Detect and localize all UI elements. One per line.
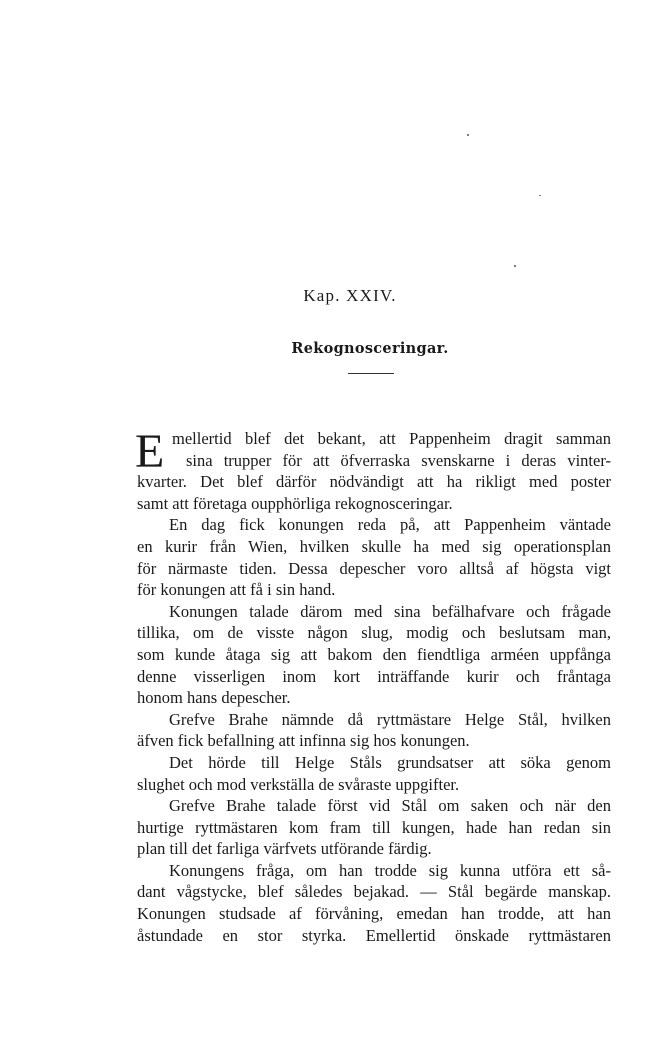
chapter-divider [348,373,394,374]
text-line: denne visserligen inom kort inträffande kurir och fråntaga [137,666,611,686]
text-line: En dag fick konungen reda på, att Pappenheim väntade [169,515,611,535]
text-line: hurtige ryttmästaren kom fram till kungen, hade han redan sin [137,817,611,837]
text-line: Det hörde till Helge Ståls grundsatser att söka genom [169,752,611,772]
ink-speck [514,265,516,267]
chapter-title: Rekognosceringar. [291,340,449,357]
text-line: mellertid blef det bekant, att Pappenheim dragit samman [172,429,611,448]
text-line: för närmaste tiden. Dessa depescher voro alltså af högsta vigt [137,558,611,578]
text-line: slughet och mod verkställa de svåraste uppgifter. [137,774,460,794]
ink-speck [467,134,469,136]
chapter-body [135,425,611,946]
text-line: Konungen studsade af förvåning, emedan han trodde, att han [137,904,611,924]
text-line: för konungen att få i sin hand. [137,580,336,600]
ink-speck [539,195,541,196]
text-line: kvarter. Det blef därför nödvändigt att ha rikligt med poster [137,472,611,492]
text-line: en kurir från Wien, hvilken skulle ha med sig operationsplan [137,536,611,556]
text-line: Konungens fråga, om han trodde sig kunna utföra ett så- [169,860,611,880]
text-line: tillika, om de visste någon slug, modig och beslutsam man, [137,623,611,643]
text-line: samt att företaga oupphörliga rekognosceringar. [137,493,453,513]
text-line: Konungen talade därom med sina befälhafvare och frågade [169,601,611,621]
text-line: honom hans depescher. [137,688,291,708]
text-line: som kunde åtaga sig att bakom den fiendtliga arméen uppfånga [137,644,611,664]
text-line: Grefve Brahe nämnde då ryttmästare Helge Stål, hvilken [169,709,611,729]
text-line: dant vågstycke, blef således bejakad. — Stål begärde manskap. [137,882,611,902]
text-line: sina trupper för att öfverraska svenskarne i deras vinter- [186,450,611,470]
chapter-number: Kap. XXIV. [303,286,397,305]
text-line: äfven fick befallning att infinna sig hos konungen. [137,731,470,751]
text-line: åstundade en stor styrka. Emellertid önskade ryttmästaren [137,925,611,945]
drop-cap: E [135,425,165,478]
text-line: Grefve Brahe talade först vid Stål om saken och när den [169,796,611,816]
text-line: plan till det farliga värfvets utförande färdig. [137,839,432,859]
